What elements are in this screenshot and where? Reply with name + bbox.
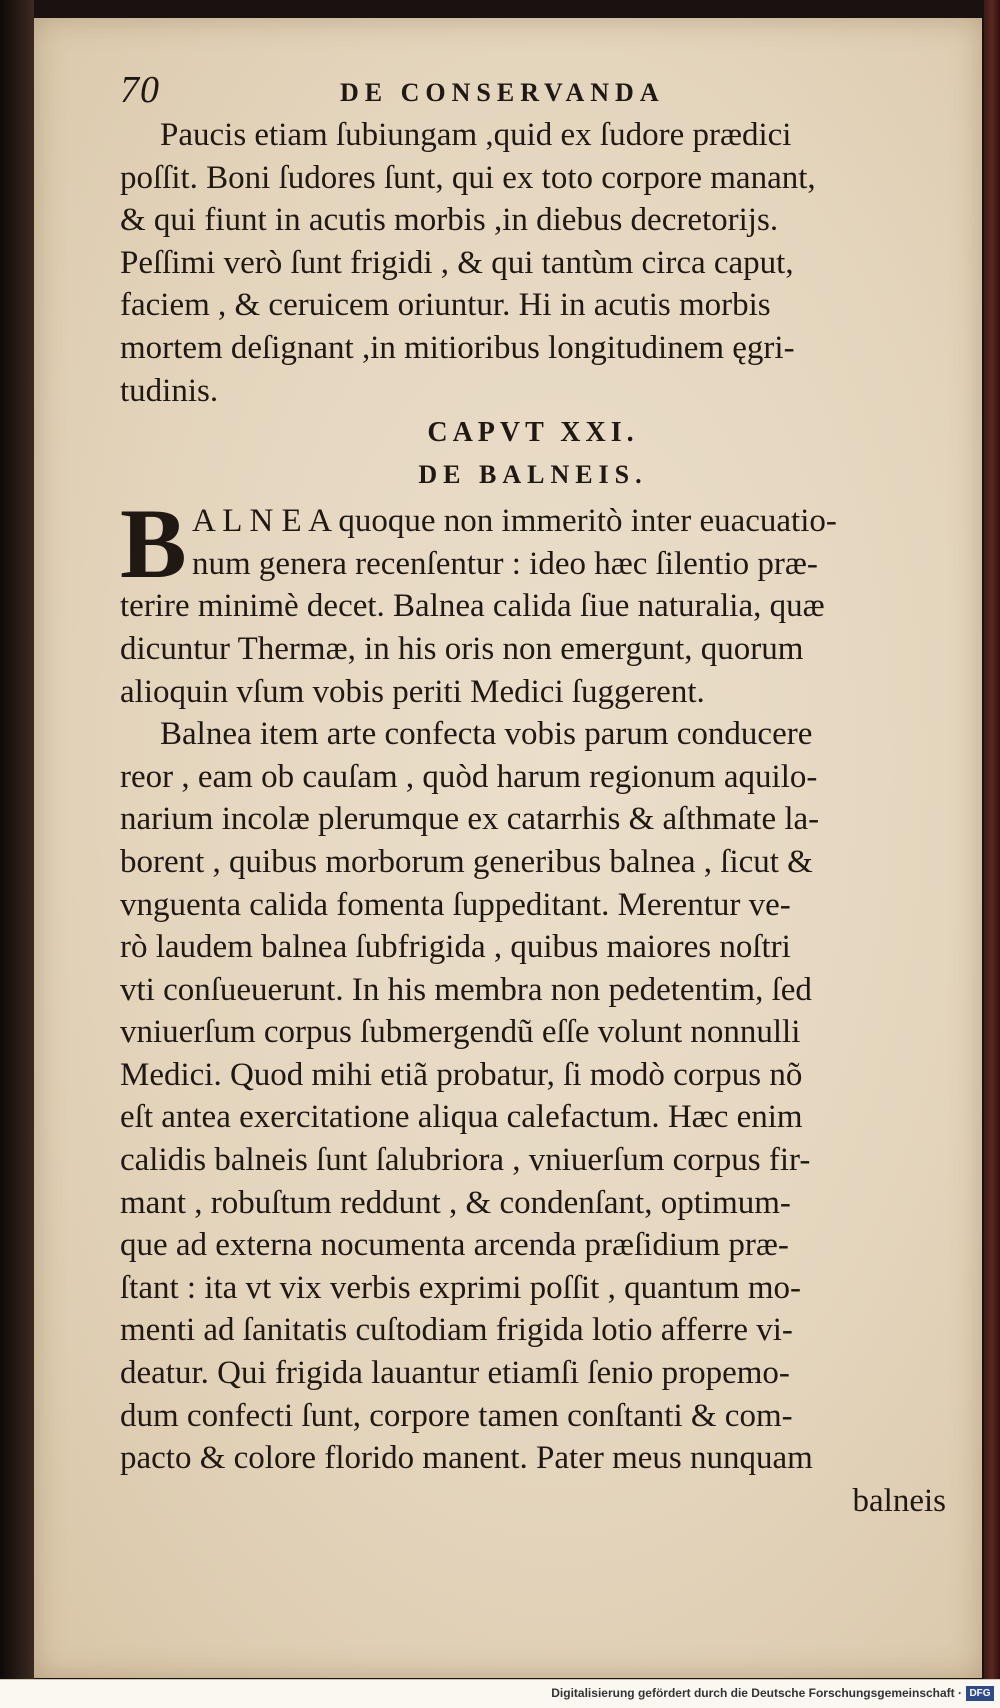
chapter-heading: CAPVT XXI. xyxy=(427,417,639,449)
text-line: tudinis. xyxy=(120,372,219,409)
text-line: eſt antea exercitatione aliqua calefactum. Hæc enim xyxy=(120,1099,803,1136)
text-line: dicuntur Thermæ, in his oris non emergunt, quorum xyxy=(120,630,804,667)
text-line: menti ad ſanitatis cuſtodiam frigida lotio afferre vi- xyxy=(120,1312,793,1349)
text-block xyxy=(120,68,980,1522)
text-line: Balnea item arte confecta vobis parum conducere xyxy=(160,716,813,753)
text-line: narium incolæ plerumque ex catarrhis & aſthmate la- xyxy=(120,801,820,838)
text-line: poſſit. Boni ſudores ſunt, qui ex toto corpore manant, xyxy=(120,159,816,196)
scan-right-edge xyxy=(984,0,1000,1680)
text-line: alioquin vſum vobis periti Medici ſuggerent. xyxy=(120,673,705,710)
page-number: 70 xyxy=(120,69,160,111)
text-line: pacto & colore florido manent. Pater meus nunquam xyxy=(120,1440,813,1477)
text-line: deatur. Qui frigida lauantur etiamſi ſenio propemo- xyxy=(120,1355,790,1392)
text-line: Medici. Quod mihi etiã probatur, ſi modò corpus nõ xyxy=(120,1056,803,1093)
section-heading: DE BALNEIS. xyxy=(418,460,648,490)
text-line: mant , robuſtum reddunt , & condenſant, optimum- xyxy=(120,1184,791,1221)
footer-credit: Digitalisierung gefördert durch die Deutsche Forschungsgemeinschaft · xyxy=(551,1686,962,1700)
text-line: borent , quibus morborum generibus balnea , ſicut & xyxy=(120,843,813,880)
text-line: vti conſueuerunt. In his membra non pedetentim, ſed xyxy=(120,971,812,1008)
text-line: faciem , & ceruicem oriuntur. Hi in acutis morbis xyxy=(120,287,771,324)
text-line: reor , eam ob cauſam , quòd harum regionum aquilo- xyxy=(120,758,818,795)
text-line: Paucis etiam ſubiungam ,quid ex ſudore prædici xyxy=(160,117,792,153)
drop-cap-letter: B xyxy=(120,488,187,600)
text-line: terire minimè decet. Balnea calida ſiue naturalia, quæ xyxy=(120,588,825,625)
text-line: Peſſimi verò ſunt frigidi , & qui tantùm circa caput, xyxy=(120,244,794,281)
text-line: mortem deſignant ,in mitioribus longitudinem ęgri- xyxy=(120,329,795,366)
paragraph-baths xyxy=(120,488,980,713)
text-line: rò laudem balnea ſubfrigida , quibus maiores noſtri xyxy=(120,929,791,966)
dfg-logo-icon: DFG xyxy=(966,1686,994,1701)
book-page xyxy=(34,18,982,1678)
text-line: num genera recenſentur : ideo hæc ſilentio præ- xyxy=(192,545,818,582)
digitization-footer xyxy=(0,1679,1000,1708)
text-line: vnguenta calida fomenta ſuppeditant. Merentur ve- xyxy=(120,886,791,923)
paragraph-artificial-baths xyxy=(120,713,946,1480)
text-line: ſtant : ita vt vix verbis exprimi poſſit , quantum mo- xyxy=(120,1269,801,1306)
paragraph-sweat xyxy=(120,114,946,412)
text-line: vniuerſum corpus ſubmergendũ eſſe volunt nonnulli xyxy=(120,1014,801,1051)
running-head xyxy=(120,68,980,114)
text-line: & qui fiunt in acutis morbis ,in diebus decretorijs. xyxy=(120,202,779,239)
paragraph-baths-text xyxy=(120,488,946,713)
text-line: dum confecti ſunt, corpore tamen conſtanti & com- xyxy=(120,1397,793,1434)
text-line: calidis balneis ſunt ſalubriora , vniuerſum corpus fir- xyxy=(120,1142,811,1179)
catchword: balneis xyxy=(852,1482,946,1519)
scan-left-edge xyxy=(0,0,34,1708)
text-line: A L N E A quoque non immeritò inter euacuatio- xyxy=(192,503,837,540)
text-line: que ad externa nocumenta arcenda præſidium præ- xyxy=(120,1227,789,1264)
running-title: DE CONSERVANDA xyxy=(340,78,665,107)
